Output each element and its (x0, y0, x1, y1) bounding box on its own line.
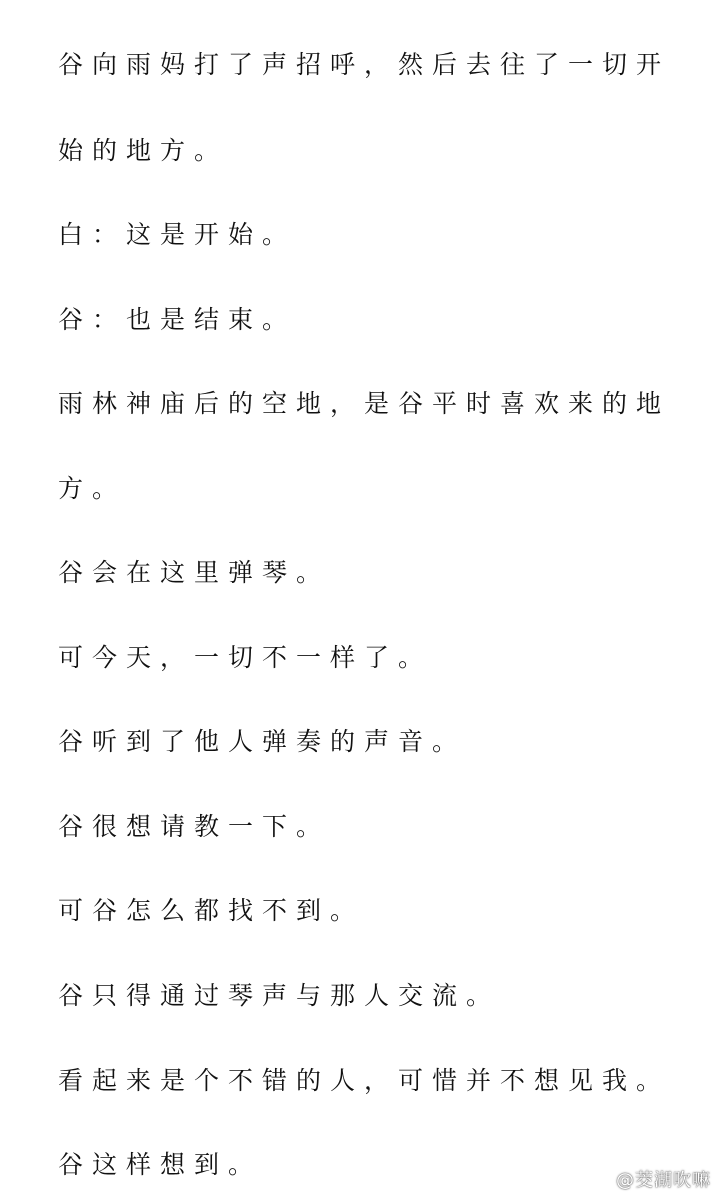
text-line-10: 谷很想请教一下。 (58, 812, 331, 841)
text-line-6: 方。 (58, 474, 127, 503)
watermark: @茭湖吹嘛 (616, 1170, 711, 1191)
text-line-12: 谷只得通过琴声与那人交流。 (58, 981, 501, 1010)
text-line-14: 谷这样想到。 (58, 1150, 263, 1179)
text-line-1: 谷向雨妈打了声招呼，然后去往了一切开 (58, 50, 671, 79)
text-line-2: 始的地方。 (58, 136, 229, 165)
text-line-7: 谷会在这里弹琴。 (58, 558, 331, 587)
text-line-8: 可今天，一切不一样了。 (58, 643, 433, 672)
text-line-9: 谷听到了他人弹奏的声音。 (58, 727, 467, 756)
text-line-11: 可谷怎么都找不到。 (58, 896, 365, 925)
text-line-13: 看起来是个不错的人，可惜并不想见我。 (58, 1066, 671, 1095)
text-line-5: 雨林神庙后的空地，是谷平时喜欢来的地 (58, 389, 671, 418)
text-line-4: 谷：也是结束。 (58, 305, 297, 334)
text-line-3: 白：这是开始。 (58, 220, 297, 249)
